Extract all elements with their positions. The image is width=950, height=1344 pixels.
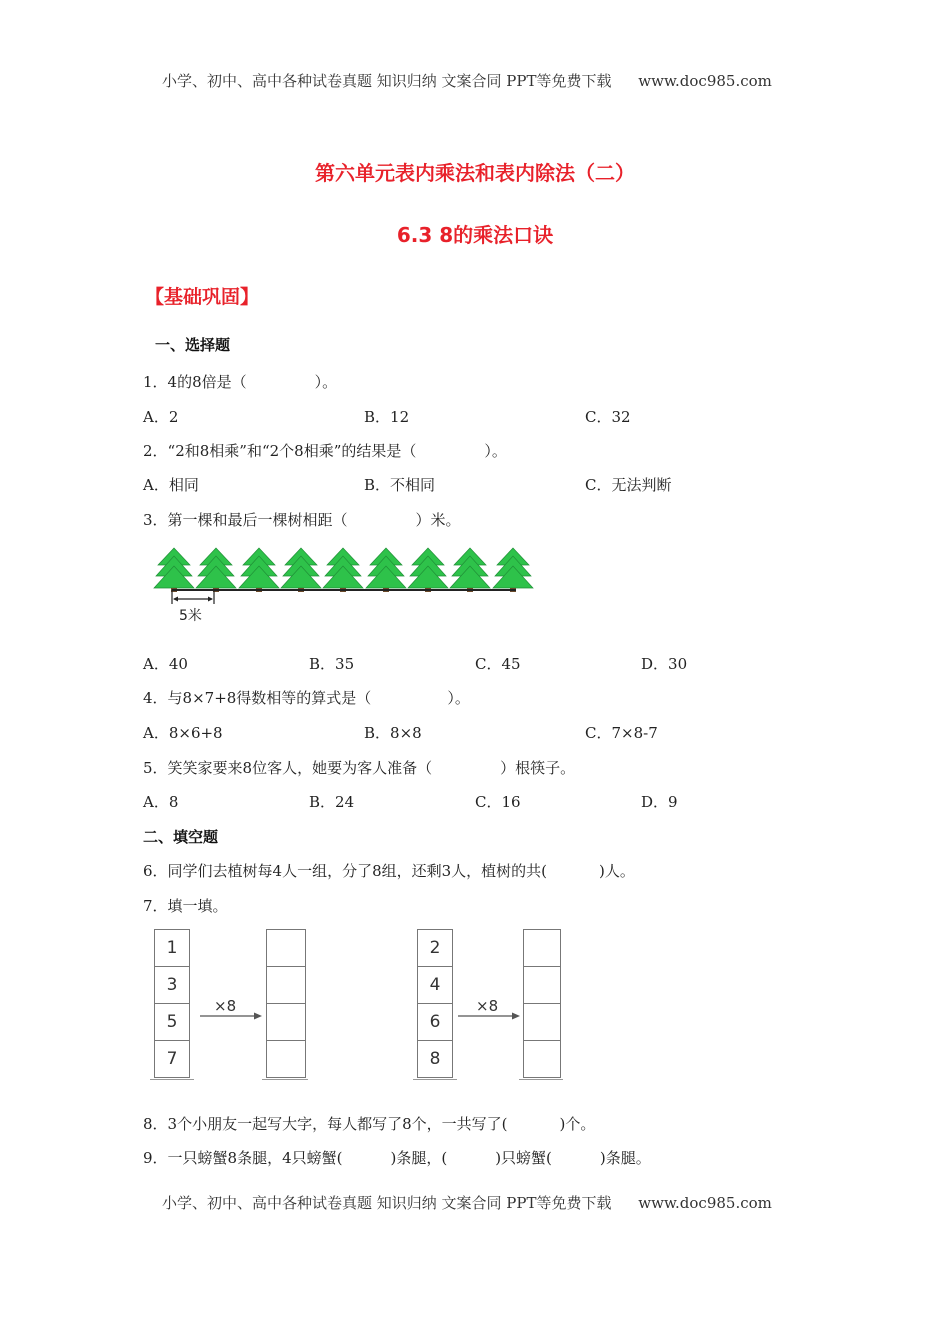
question-8 [143, 1113, 595, 1134]
unit-title: 第六单元表内乘法和表内除法（二） [315, 161, 635, 185]
tree-icon [450, 548, 490, 592]
answer-cell[interactable] [267, 1041, 305, 1078]
footer-text: 小学、初中、高中各种试卷真题 知识归纳 文案合同 PPT等免费下载 [162, 1194, 612, 1212]
distance-label: 5米 [179, 608, 202, 624]
q9-text-b: )条腿，( [390, 1149, 448, 1167]
tree-icon [154, 548, 194, 592]
multiply-label: ×8 [214, 997, 237, 1015]
column-base [150, 1079, 194, 1080]
q4-option-c[interactable]: C．7×8-7 [585, 724, 658, 742]
part-heading-choice: 一、选择题 [155, 336, 231, 354]
arrow-head-icon [208, 597, 213, 602]
column-base [519, 1079, 563, 1080]
tree-icon [493, 548, 533, 592]
q2-text-b: ）。 [484, 442, 507, 460]
page-header [162, 70, 772, 91]
question-3 [143, 509, 461, 530]
number-cell: 6 [418, 1004, 452, 1041]
column-base [262, 1079, 308, 1080]
header-text: 小学、初中、高中各种试卷真题 知识归纳 文案合同 PPT等免费下载 [162, 72, 612, 90]
number-cell: 1 [155, 930, 189, 967]
tree-icon [323, 548, 363, 592]
q1-option-b[interactable]: B．12 [364, 408, 410, 426]
q6-text-b: )人。 [599, 862, 635, 880]
q3-text-b: ）米。 [415, 511, 461, 529]
q1-option-a[interactable]: A．2 [143, 408, 179, 426]
question-1 [143, 371, 337, 392]
answer-cell[interactable] [524, 1004, 560, 1041]
arrow-icon [456, 1010, 522, 1022]
number-cell: 2 [418, 930, 452, 967]
q2-option-c[interactable]: C．无法判断 [585, 476, 672, 494]
footer-site: www.doc985.com [638, 1194, 772, 1212]
q4-text-b: ）。 [447, 689, 470, 707]
number-cell: 3 [155, 967, 189, 1004]
number-cell: 7 [155, 1041, 189, 1078]
answer-cell[interactable] [267, 967, 305, 1004]
q1-text-a: 1．4的8倍是（ [143, 373, 247, 391]
answer-cell[interactable] [524, 967, 560, 1004]
question-2 [143, 440, 507, 461]
number-column-left [154, 929, 190, 1078]
arrow-icon [198, 1010, 264, 1022]
part-heading-fill: 二、填空题 [143, 828, 219, 846]
question-5 [143, 757, 575, 778]
q9-text-a: 9．一只螃蟹8条腿，4只螃蟹( [143, 1149, 343, 1167]
q3-option-c[interactable]: C．45 [475, 655, 521, 673]
tree-icon [408, 548, 448, 592]
number-cell: 8 [418, 1041, 452, 1078]
trees-figure [148, 546, 538, 630]
multiply-label: ×8 [476, 997, 499, 1015]
q3-text-a: 3．第一棵和最后一棵树相距（ [143, 511, 348, 529]
q5-option-d[interactable]: D．9 [641, 793, 678, 811]
section-heading: 【基础巩固】 [145, 286, 260, 308]
q5-option-c[interactable]: C．16 [475, 793, 521, 811]
answer-cell[interactable] [267, 930, 305, 967]
header-site: www.doc985.com [638, 72, 772, 90]
number-column-right [417, 929, 453, 1078]
q2-option-b[interactable]: B．不相同 [364, 476, 436, 494]
question-6 [143, 860, 635, 881]
q5-text-a: 5．笑笑家要来8位客人，她要为客人准备（ [143, 759, 433, 777]
column-base [413, 1079, 457, 1080]
q2-option-a[interactable]: A．相同 [143, 476, 199, 494]
q5-option-b[interactable]: B．24 [309, 793, 355, 811]
tree-icon [281, 548, 321, 592]
q3-option-a[interactable]: A．40 [143, 655, 188, 673]
answer-column-right [523, 929, 561, 1078]
question-7: 7．填一填。 [143, 897, 228, 915]
question-9 [143, 1147, 651, 1168]
q3-option-b[interactable]: B．35 [309, 655, 355, 673]
q8-text-a: 8．3个小朋友一起写大字，每人都写了8个，一共写了( [143, 1115, 508, 1133]
arrow-head-icon [173, 597, 178, 602]
q2-text-a: 2．“2和8相乘”和“2个8相乘”的结果是（ [143, 442, 417, 460]
q4-option-b[interactable]: B．8×8 [364, 724, 422, 742]
tree-icon [366, 548, 406, 592]
answer-cell[interactable] [267, 1004, 305, 1041]
tree-icon [196, 548, 236, 592]
q5-option-a[interactable]: A．8 [143, 793, 179, 811]
page-footer [162, 1192, 772, 1213]
q8-text-b: )个。 [559, 1115, 596, 1133]
question-4 [143, 687, 470, 708]
q1-option-c[interactable]: C．32 [585, 408, 631, 426]
tree-icon [239, 548, 279, 592]
answer-cell[interactable] [524, 930, 560, 967]
answer-cell[interactable] [524, 1041, 560, 1078]
number-cell: 5 [155, 1004, 189, 1041]
answer-column-left [266, 929, 306, 1078]
q1-text-b: ）。 [314, 373, 338, 391]
number-cell: 4 [418, 967, 452, 1004]
q9-text-c: )只螃蟹( [495, 1149, 552, 1167]
q5-text-b: ）根筷子。 [500, 759, 576, 777]
q3-option-d[interactable]: D．30 [641, 655, 688, 673]
q4-text-a: 4．与8×7+8得数相等的算式是（ [143, 689, 372, 707]
q9-text-d: )条腿。 [599, 1149, 651, 1167]
lesson-title: 6.3 8的乘法口诀 [396, 223, 554, 247]
q6-text-a: 6．同学们去植树每4人一组，分了8组，还剩3人，植树的共( [143, 862, 548, 880]
q4-option-a[interactable]: A．8×6+8 [143, 724, 223, 742]
